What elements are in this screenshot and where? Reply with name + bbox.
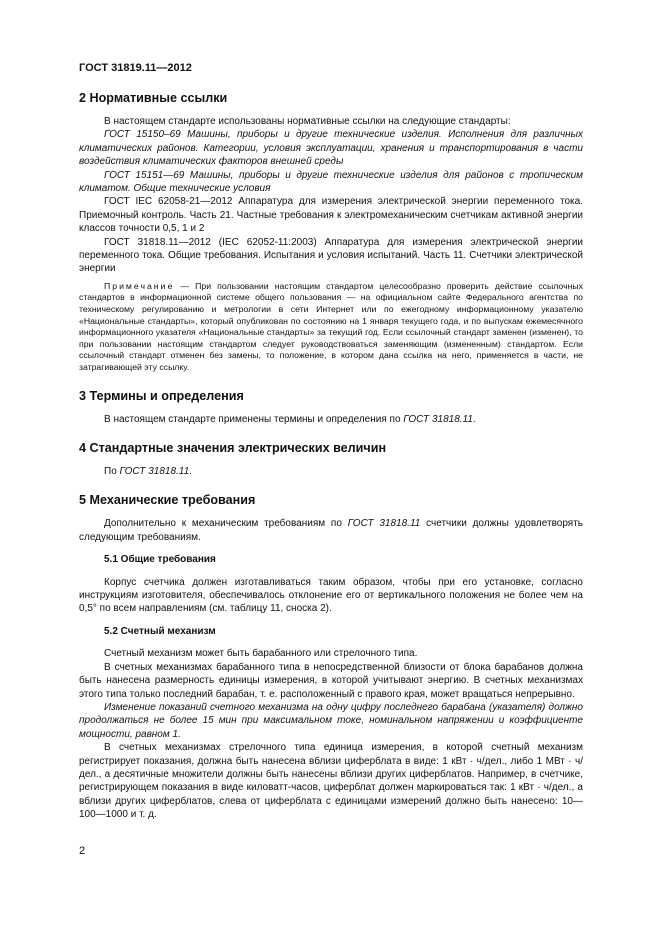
subsection-5-2-p4: В счетных механизмах стрелочного типа единица измерения, в которой счетный механизм регистрирует показания, должна быть нанесена вблизи циферблата в виде: 1 кВт · ч/дел., либо 1 МВт · ч/дел., а десятичные множители должны быть нанесены вблизи других циферблатов. Например, в счетчике, регистрирующем показания в виде киловатт-часов, циферблат должен маркироваться так: 1 кВт · ч/дел., а вблизи других циферблатов, слева от циферблата с единицами измерений должно быть нанесено: 10—100—1000 и т. д. xyxy=(79,742,583,821)
section-4-text-a: По xyxy=(104,466,120,478)
section-4-text xyxy=(79,465,583,478)
section-4-text-b: . xyxy=(189,466,192,478)
section-5-text-b: счетчики должны удовлетворять следующим требованиям. xyxy=(79,518,583,543)
section-5-text-a: Дополнительно к механическим требованиям по xyxy=(104,518,348,530)
section-4-reference: ГОСТ 31818.11 xyxy=(119,466,190,478)
subsection-5-2-p3: Изменение показаний счетного механизма на одну цифру последнего барабана (указателя) должно продолжаться не более 15 мин при максимальном токе, номинальном напряжении и коэффициенте мощности, равном 1. xyxy=(79,701,583,740)
note-label: Примечание xyxy=(104,280,175,291)
page-number: 2 xyxy=(79,845,86,857)
section-2-intro: В настоящем стандарте использованы нормативные ссылки на следующие стандарты: xyxy=(104,116,511,127)
section-5-title: 5 Механические требования xyxy=(79,493,256,508)
section-5-intro xyxy=(79,517,583,544)
subsection-5-1-text: Корпус счетчика должен изготавливаться таким образом, чтобы при его установке, согласно инструкциям изготовителя, обеспечивалось отклонение его от вертикального положения не более чем на 0,5° по всем направлениям (см. таблицу 11, сноска 2). xyxy=(79,576,583,615)
document-content xyxy=(79,90,583,822)
section-4-title: 4 Стандартные значения электрических величин xyxy=(79,441,387,456)
section-3-text xyxy=(79,413,583,426)
reference-gost-iec-62058: ГОСТ IEC 62058-21—2012 Аппаратура для измерения электрической энергии переменного тока. Приемочный контроль. Часть 21. Частные требования к электромеханическим счетчикам активной энергии классов точности 0,5, 1 и 2 xyxy=(79,196,583,235)
subsection-5-2-title: 5.2 Счетный механизм xyxy=(104,625,216,637)
section-3-reference: ГОСТ 31818.11 xyxy=(403,413,473,425)
subsection-5-2-p1: Счетный механизм может быть барабанного или стрелочного типа. xyxy=(104,648,418,660)
subsection-5-1-title: 5.1 Общие требования xyxy=(104,554,216,566)
reference-gost-31818: ГОСТ 31818.11—2012 (IEC 62052-11:2003) Аппаратура для измерения электрической энергии переменного тока. Общие требования. Испытания и условия испытаний. Часть 11. Счетчики электрической энергии xyxy=(79,236,583,275)
reference-gost-15151: ГОСТ 15151—69 Машины, приборы и другие технические изделия для районов с тропическим климатом. Общие технические условия xyxy=(79,169,583,195)
section-3-text-a: В настоящем стандарте применены термины и определения по xyxy=(104,413,404,425)
document-header: ГОСТ 31819.11—2012 xyxy=(79,62,192,74)
subsection-5-2-p2: В счетных механизмах барабанного типа в непосредственной близости от блока барабанов должна быть нанесена размерность единицы измерения, в которой учитывают энергию. В счетных механизмах этого типа только последний барабан, т. е. расположенный с правого края, может вращаться непрерывно. xyxy=(79,661,583,700)
section-2-note xyxy=(79,281,583,374)
section-3-text-b: . xyxy=(472,413,476,425)
reference-gost-15150: ГОСТ 15150–69 Машины, приборы и другие технические изделия. Исполнения для различных климатических районов. Категории, условия эксплуатации, хранения и транспортирования в части воздействия климатических факторов внешней среды xyxy=(79,129,583,168)
section-3-title: 3 Термины и определения xyxy=(79,388,244,403)
note-text: — При пользовании настоящим стандартом целесообразно проверить действие ссылочных стандартов в информационной системе общего пользования — на официальном сайте Федерального агентства по техническому регулированию и метрологии в сети Интернет или по ежегодному информационному указателю «Национальные стандарты», который опубликован по состоянию на 1 января текущего года, и по выпускам ежемесячного информационного указателя «Национальные стандарты» за текущий год. Если ссылочный стандарт заменен (изменен), то при пользовании настоящим стандартом следует руководствоваться заменяющим (измененным) стандартом. Если ссылочный стандарт отменен без замены, то положение, в котором дана ссылка на него, применяется в части, не затрагивающей эту ссылку. xyxy=(79,280,583,373)
section-5-reference: ГОСТ 31818.11 xyxy=(347,518,421,530)
section-2-title: 2 Нормативные ссылки xyxy=(79,91,228,105)
